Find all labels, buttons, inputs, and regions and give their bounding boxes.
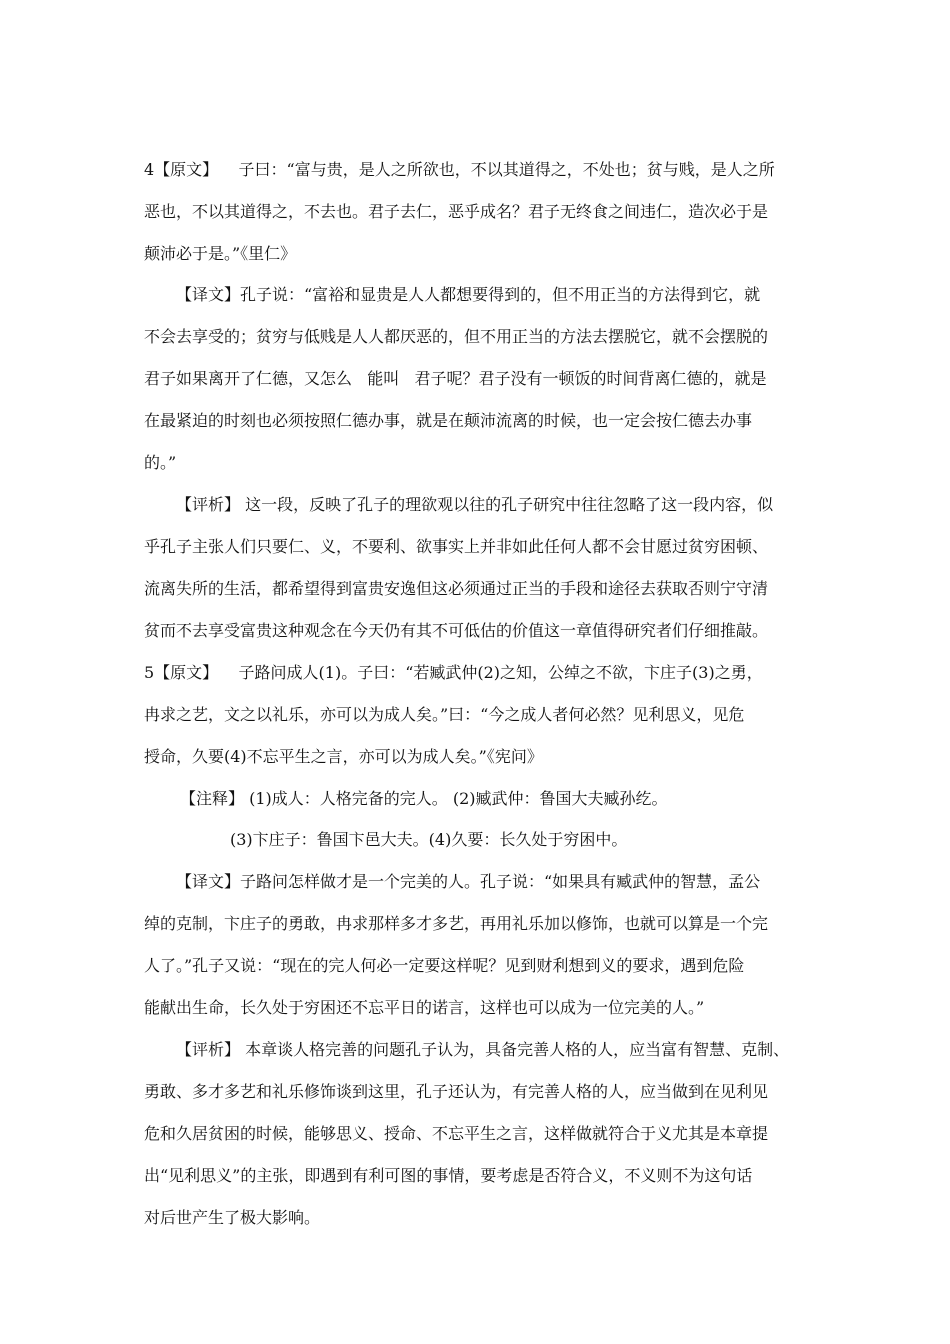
s4-yuanwen-line-2: 恶也，不以其道得之，不去也。君子去仁，恶乎成名？君子无终食之间违仁，造次必于是 [144,202,769,221]
s5-yuanwen-line-1: 5【原文】 子路问成人(1)。子曰：“若臧武仲(2)之知，公绰之不欲，卞庄子(3)之勇， [144,663,763,682]
s5-zhushi-line-1: 【注释】 (1)成人：人格完备的完人。 (2)臧武仲：鲁国大夫臧孙纥。 [180,789,668,808]
s5-yuanwen-line-2: 冉求之艺，文之以礼乐，亦可以为成人矣。”曰：“今之成人者何必然？见利思义，见危 [144,705,745,724]
s5-pingxi-line-4: 出“见利思义”的主张，即遇到有利可图的事情，要考虑是否符合义，不义则不为这句话 [144,1166,753,1185]
s4-yiwen-line-5: 的。” [144,453,177,472]
s4-pingxi-line-3: 流离失所的生活，都希望得到富贵安逸但这必须通过正当的手段和途径去获取否则宁守清 [144,579,769,598]
s5-zhushi-line-2: (3)卞庄子：鲁国卞邑大夫。(4)久要：长久处于穷困中。 [230,830,628,849]
s4-yiwen-line-2: 不会去享受的；贫穷与低贱是人人都厌恶的，但不用正当的方法去摆脱它，就不会摆脱的 [144,327,769,346]
s5-yiwen-line-1: 【译文】子路问怎样做才是一个完美的人。孔子说：“如果具有臧武仲的智慧，孟公 [176,872,761,891]
s4-yiwen-line-1: 【译文】孔子说：“富裕和显贵是人人都想要得到的，但不用正当的方法得到它，就 [176,285,761,304]
s4-yuanwen-line-1: 4【原文】 子曰：“富与贵，是人之所欲也，不以其道得之，不处也；贫与贱，是人之所 [144,160,775,179]
s5-yiwen-line-2: 绰的克制，卞庄子的勇敢，冉求那样多才多艺，再用礼乐加以修饰，也就可以算是一个完 [144,914,769,933]
s5-pingxi-line-2: 勇敢、多才多艺和礼乐修饰谈到这里，孔子还认为，有完善人格的人，应当做到在见利见 [144,1082,769,1101]
s4-pingxi-line-1: 【评析】 这一段，反映了孔子的理欲观以往的孔子研究中往往忽略了这一段内容，似 [176,495,774,514]
s5-yuanwen-line-3: 授命，久要(4)不忘平生之言，亦可以为成人矣。”《宪问》 [144,747,543,766]
s5-yiwen-line-4: 能献出生命，长久处于穷困还不忘平日的诺言，这样也可以成为一位完美的人。” [144,998,705,1017]
s4-pingxi-line-4: 贫而不去享受富贵这种观念在今天仍有其不可低估的价值这一章值得研究者们仔细推敲。 [144,621,769,640]
s5-yiwen-line-3: 人了。”孔子又说：“现在的完人何必一定要这样呢？见到财利想到义的要求，遇到危险 [144,956,745,975]
s5-pingxi-line-3: 危和久居贫困的时候，能够思义、授命、不忘平生之言，这样做就符合于义尤其是本章提 [144,1124,769,1143]
s5-pingxi-line-1: 【评析】 本章谈人格完善的问题孔子认为，具备完善人格的人，应当富有智慧、克制、 [176,1040,790,1059]
s4-yiwen-line-3: 君子如果离开了仁德，又怎么 能叫 君子呢？君子没有一顿饭的时间背离仁德的，就是 [144,369,767,388]
s4-pingxi-line-2: 乎孔子主张人们只要仁、义，不要利、欲事实上并非如此任何人都不会甘愿过贫穷困顿、 [144,537,769,556]
s5-pingxi-line-5: 对后世产生了极大影响。 [144,1208,321,1227]
s4-yuanwen-line-3: 颠沛必于是。”《里仁》 [144,244,297,263]
s4-yiwen-line-4: 在最紧迫的时刻也必须按照仁德办事，就是在颠沛流离的时候，也一定会按仁德去办事 [144,411,753,430]
